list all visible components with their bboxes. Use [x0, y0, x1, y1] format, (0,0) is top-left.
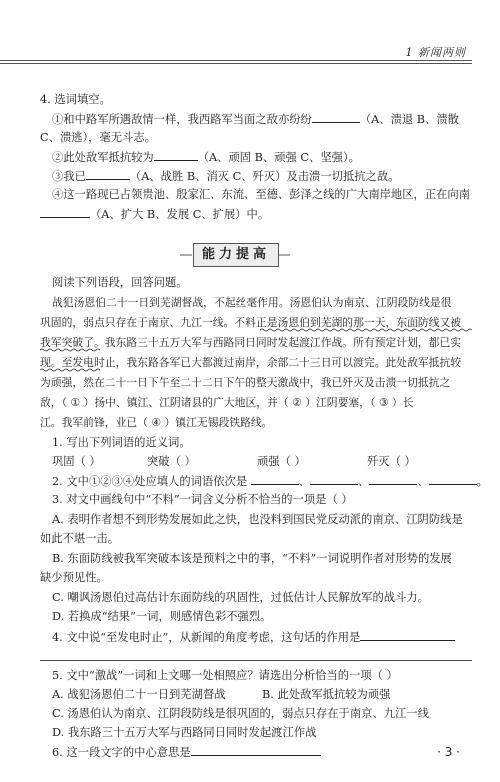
synonym-item[interactable]: 歼灭（ ）	[367, 455, 416, 468]
wavy-underline	[260, 328, 472, 332]
exercise-4-item-4: ④这一路现已占领贵池、殷家汇、东流、至德、彭泽之线的广大南岸地区，正在向南	[52, 188, 470, 201]
option-3a-cont: 如此不堪一击。	[40, 532, 120, 545]
option-5c[interactable]: C. 汤恩伯认为南京、江阴段防线是很巩固的，弱点只存在于南京、九江一线	[52, 707, 429, 720]
text: 6. 这一段文字的中心意思是	[52, 746, 191, 759]
option-3c[interactable]: C. 嘲讽汤恩伯过高估计东面防线的巩固性，过低估计人民解放军的战斗力。	[52, 591, 429, 604]
synonym-item[interactable]: 顽强（ ）	[257, 455, 306, 468]
option-5d[interactable]: D. 我东路三十五万大军与西路同日同时发起渡江作战	[52, 726, 317, 739]
passage-line: 战犯汤恩伯二十一日到芜湖督战，不起丝毫作用。汤恩伯认为南京、江阴段防线是很	[52, 296, 452, 309]
option-5b[interactable]: B. 此处敌军抵抗较为顽强	[262, 688, 391, 701]
exercise-4-item-2	[52, 150, 472, 165]
text: 2. 文中①②③④处应填人的词语依次是	[52, 475, 248, 488]
text: （A、扩大 B、发展 C、扩展）中。	[90, 208, 270, 221]
passage-line: 现。至发电时止，我东路各军已大都渡过南岸，余部二十三日可以渡完。此处敌军抵抗较	[40, 356, 462, 369]
text: ③我已	[52, 170, 86, 183]
answer-blank[interactable]	[360, 630, 455, 641]
page-number: · 3 ·	[437, 745, 460, 759]
header-rule-2	[0, 63, 472, 64]
question-2: 2. 文中①②③④处应填人的词语依次是 、 、 、 。	[52, 475, 488, 488]
question-3: 3. 对文中画线句中“不料”一词含义分析不恰当的一项是（ ）	[52, 493, 353, 506]
option-5ab	[52, 688, 472, 702]
text: ②此处敌军抵抗较为	[52, 151, 154, 164]
answer-blank[interactable]	[251, 474, 299, 485]
passage-line: 为顽强，然在二十一日下午至二十二日下午的整天激战中，我已歼灭及击溃一切抵抗之	[40, 376, 451, 389]
passage-line: 江。我军前锋，业已（ ④ ）镇江无锡段铁路线。	[40, 416, 273, 429]
answer-blank[interactable]	[312, 112, 360, 123]
reading-instructions: 阅读下列语段，回答问题。	[52, 276, 188, 289]
option-5a[interactable]: A. 战犯汤恩伯二十一日到芜湖督战	[52, 688, 226, 701]
passage-line: 我军突破了。我东路三十五万大军与西路同日同时发起渡江作战。所有预定计划，都已实	[40, 336, 462, 349]
passage-line: 巩固的，弱点只存在于南京、九江一线。不料正是汤恩伯到芜湖的那一天，东面防线又被	[40, 316, 462, 329]
answer-blank[interactable]	[154, 150, 198, 161]
header-rule	[0, 60, 472, 61]
question-6	[52, 745, 352, 760]
wavy-underline	[40, 368, 100, 372]
exercise-4-item-3	[52, 169, 472, 184]
option-3d[interactable]: D. 若换成“结果”一词，则感情色彩不强烈。	[52, 610, 272, 623]
section-ornament-right	[278, 253, 290, 257]
text: （A、顽固 B、顽强 C、坚强）。	[197, 151, 360, 164]
question-5: 5. 文中“激战”一词和上文哪一处相照应？请选出分析恰当的一项（ ）	[52, 669, 398, 682]
exercise-4-item-4-cont	[40, 207, 472, 222]
running-header: 1 新闻两则	[405, 46, 466, 59]
answer-blank[interactable]	[369, 474, 417, 485]
section-title: 能力提高	[193, 243, 279, 267]
answer-blank[interactable]	[40, 207, 90, 218]
text: ①和中路军所遇敌情一样，我西路军当面之敌亦纷纷	[52, 113, 312, 126]
exercise-4-item-1-cont: C、溃逃），毫无斗志。	[40, 131, 156, 144]
answer-blank[interactable]	[191, 745, 321, 756]
answer-blank[interactable]	[310, 474, 358, 485]
exercise-4-item-1	[52, 112, 472, 127]
question-1: 1. 写出下列词语的近义词。	[52, 436, 191, 449]
answer-blank[interactable]	[86, 169, 130, 180]
synonym-item[interactable]: 突破（ ）	[147, 455, 196, 468]
option-3a[interactable]: A. 表明作者想不到形势发展如此之快，也没料到国民党反动派的南京、江阴防线是	[52, 513, 463, 526]
answer-line[interactable]	[40, 660, 472, 661]
exercise-4-title: 4. 选词填空。	[40, 93, 111, 106]
option-3b-cont: 缺少预见性。	[40, 571, 108, 584]
question-4	[52, 630, 472, 645]
section-ornament-left	[180, 253, 192, 257]
synonym-item[interactable]: 巩固（ ）	[52, 455, 101, 468]
synonym-row	[52, 455, 472, 469]
option-3b[interactable]: B. 东面防线被我军突破本该是预料之中的事，“不料”一词说明作者对形势的发展	[52, 552, 452, 565]
text: （A、溃退 B、溃散	[359, 113, 459, 126]
answer-blank[interactable]	[429, 474, 477, 485]
text: 4. 文中说“至发电时止”，从新闻的角度考虑，这句话的作用是	[52, 631, 361, 644]
wavy-underline	[40, 348, 102, 352]
passage-line: 敌，（ ① ）扬中、镇江、江阴诸县的广大地区，并（ ② ）江阴要塞，（ ③ ）长	[40, 396, 414, 409]
text: （A、战胜 B、消灭 C、歼灭）及击溃一切抵抗之敌。	[129, 170, 400, 183]
